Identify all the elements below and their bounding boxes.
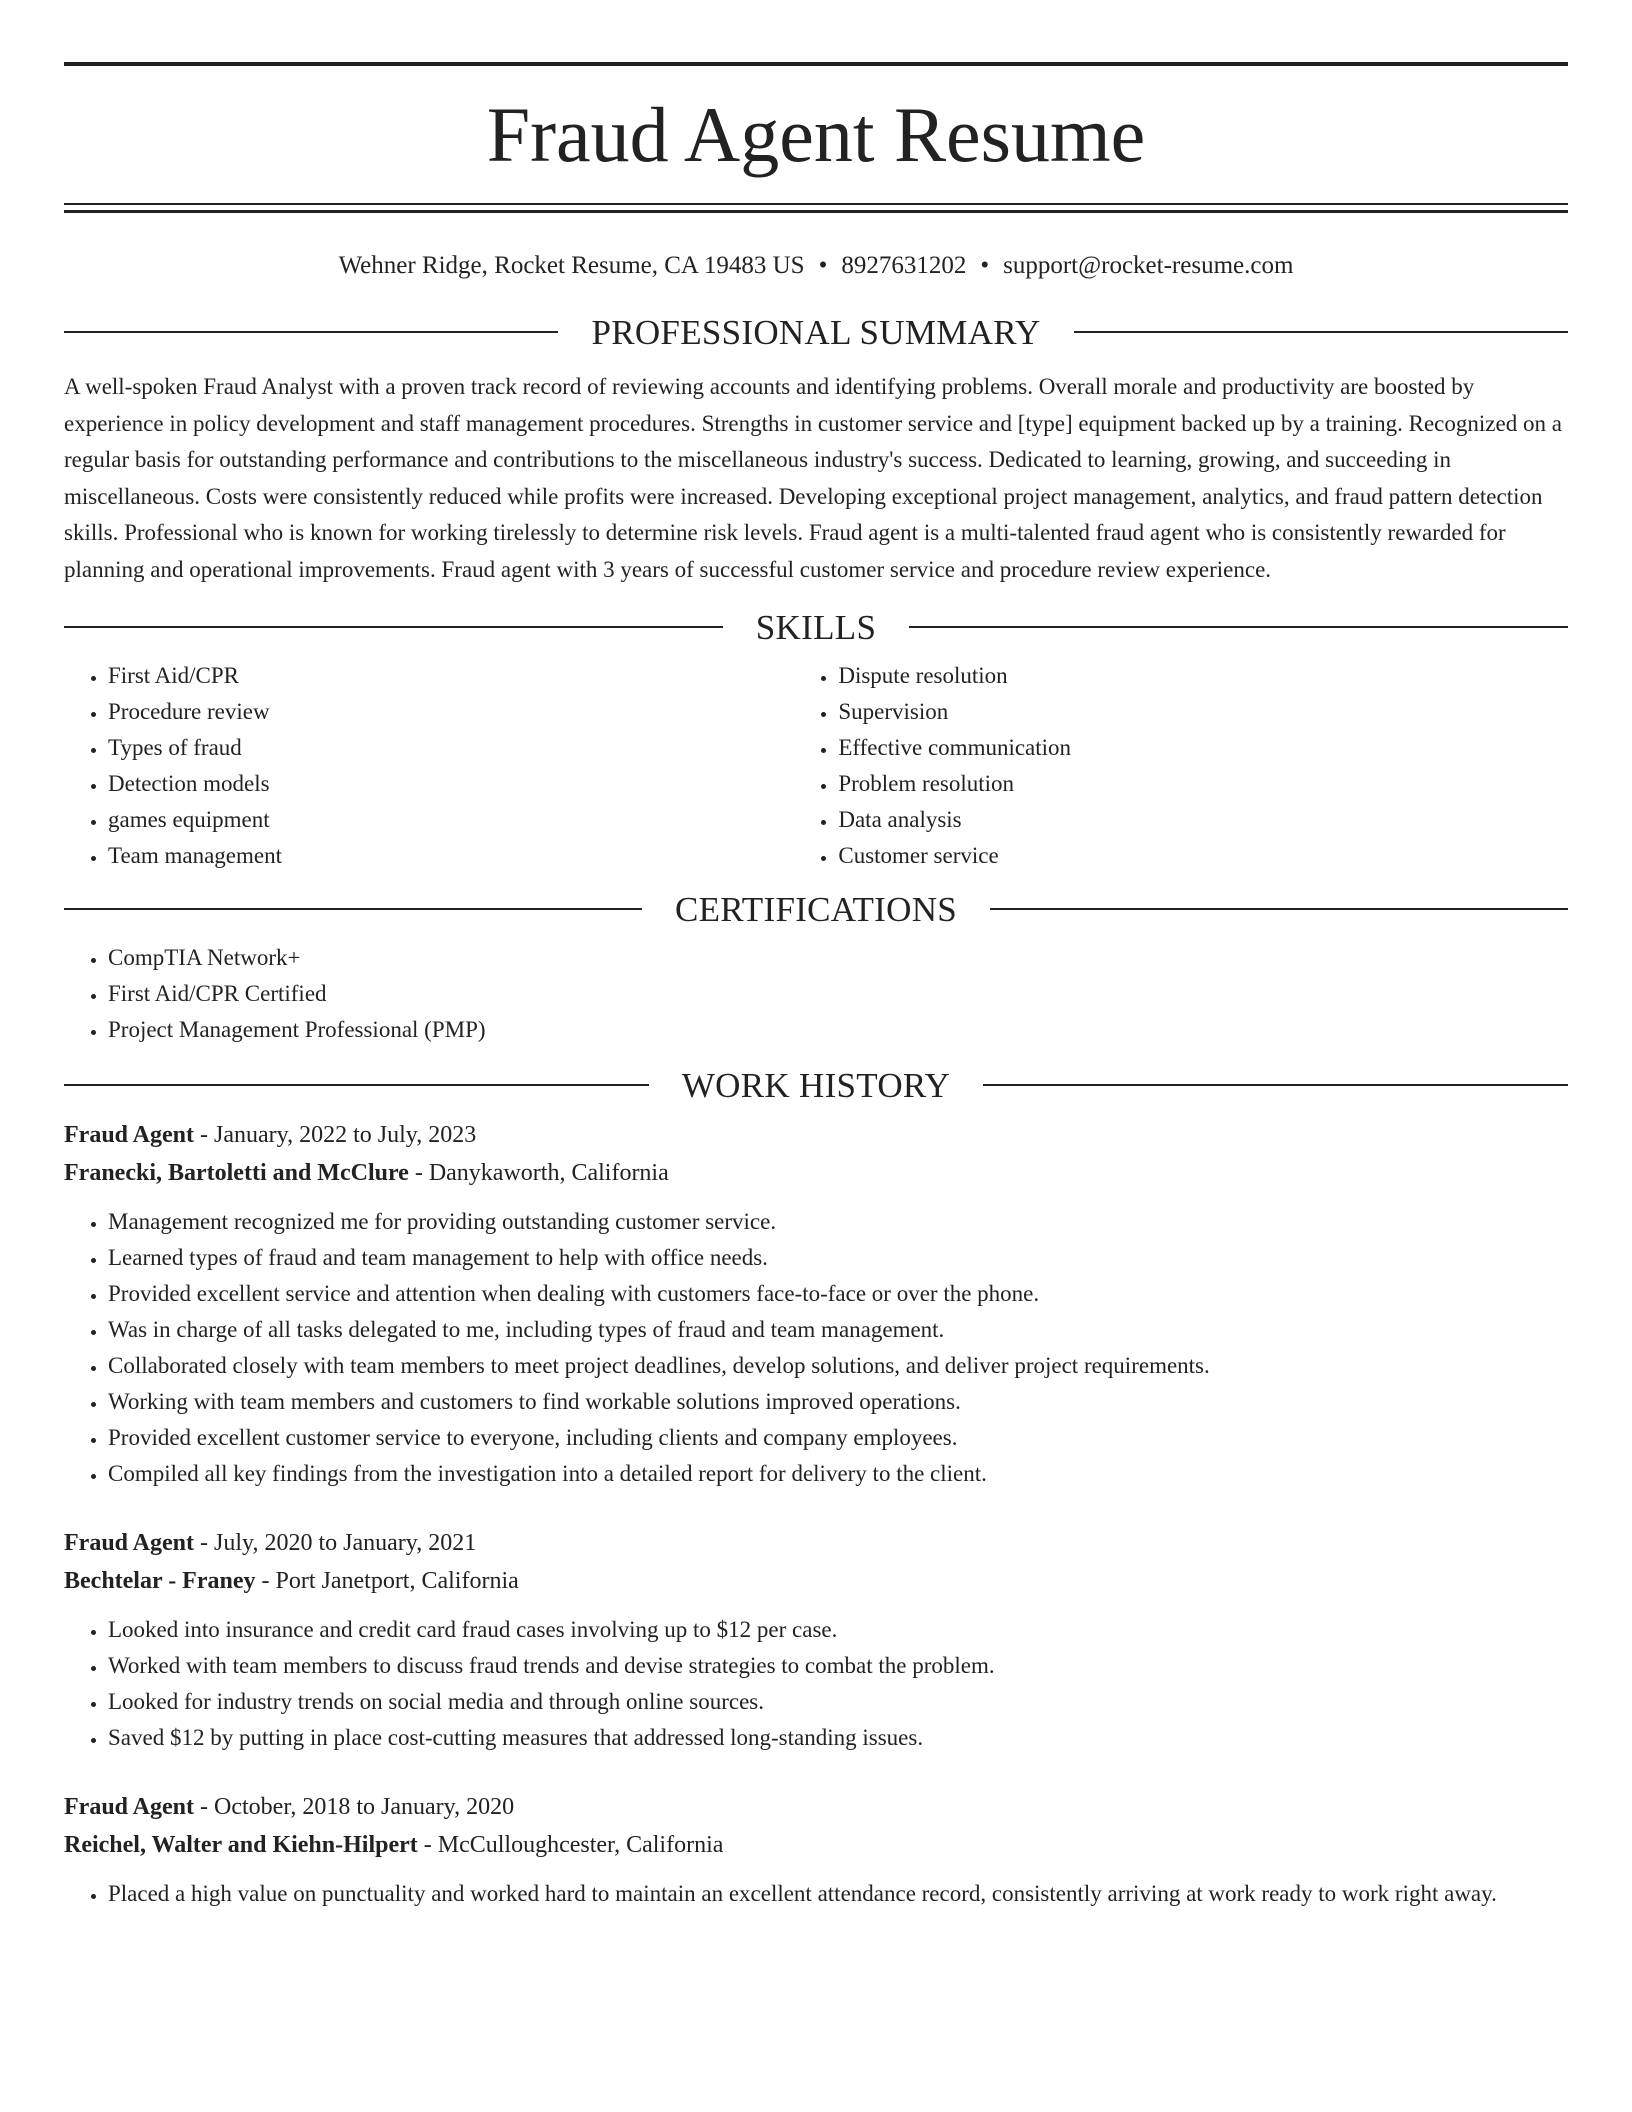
- skill-item: • Effective communication: [838, 730, 1568, 766]
- job-bullets: [64, 1204, 1568, 1492]
- job-bullet: • Worked with team members to discuss fraud trends and devise strategies to combat the problem.: [108, 1648, 1568, 1684]
- skill-item: • Team management: [108, 838, 794, 874]
- skill-item: • Procedure review: [108, 694, 794, 730]
- job-title: Fraud Agent: [64, 1530, 195, 1556]
- job-bullet: • Saved $12 by putting in place cost-cutting measures that addressed long-standing issues.: [108, 1720, 1568, 1756]
- skill-item: • Detection models: [108, 766, 794, 802]
- contact-email: support@rocket-resume.com: [1003, 252, 1294, 279]
- job-bullet: • Was in charge of all tasks delegated to me, including types of fraud and team management.: [108, 1312, 1568, 1348]
- job-bullets: [64, 1876, 1568, 1912]
- certifications-list: [64, 940, 1568, 1048]
- job-company-line: [64, 1562, 1568, 1600]
- skill-item: • Problem resolution: [838, 766, 1568, 802]
- section-heading-certifications: [64, 889, 1568, 929]
- skill-item: • Dispute resolution: [838, 658, 1568, 694]
- skill-item: • Data analysis: [838, 802, 1568, 838]
- heading-rule: [64, 626, 723, 628]
- resume-title: Fraud Agent Resume: [486, 91, 1146, 178]
- section-title: SKILLS: [755, 607, 877, 647]
- job-company: Franecki, Bartoletti and McClure: [64, 1160, 409, 1186]
- job-location: - Danykaworth, California: [408, 1160, 669, 1186]
- job-title-line: [64, 1116, 1568, 1154]
- summary-text: A well-spoken Fraud Analyst with a proven track record of reviewing accounts and identifying problems. Overall morale and productivity are boosted by experience in policy development and staff management procedures. Strengths in customer service and [type] equipment backed up by a training. Recognized on a regular basis for outstanding performance and contributions to the miscellaneous industry's success. Dedicated to learning, growing, and succeeding in miscellaneous. Costs were consistently reduced while profits were increased. Developing exceptional project management, analytics, and fraud pattern detection skills. Professional who is known for working tirelessly to determine risk levels. Fraud agent is a multi-talented fraud agent who is consistently rewarded for planning and operational improvements. Fraud agent with 3 years of successful customer service and procedure review experience.: [64, 374, 1562, 582]
- certification-item: • Project Management Professional (PMP): [108, 1012, 1568, 1048]
- job-company-line: [64, 1154, 1568, 1192]
- job-title-line: [64, 1524, 1568, 1562]
- job-title: Fraud Agent: [64, 1794, 195, 1820]
- certification-item: • First Aid/CPR Certified: [108, 976, 1568, 1012]
- contact-address: Wehner Ridge, Rocket Resume, CA 19483 US: [338, 252, 805, 279]
- job-bullet: • Looked for industry trends on social media and through online sources.: [108, 1684, 1568, 1720]
- skill-item: • Types of fraud: [108, 730, 794, 766]
- job-bullet: • Learned types of fraud and team management to help with office needs.: [108, 1240, 1568, 1276]
- job-dates: - October, 2018 to January, 2020: [194, 1794, 515, 1820]
- heading-rule: [1074, 331, 1568, 333]
- job-bullet: • Provided excellent customer service to everyone, including clients and company employees.: [108, 1420, 1568, 1456]
- section-heading-skills: [64, 607, 1568, 647]
- certification-item: • CompTIA Network+: [108, 940, 1568, 976]
- job-bullet: • Management recognized me for providing outstanding customer service.: [108, 1204, 1568, 1240]
- resume-page: [64, 0, 1568, 1912]
- job-dates: - July, 2020 to January, 2021: [194, 1530, 477, 1556]
- job-bullet: • Compiled all key findings from the investigation into a detailed report for delivery to the client.: [108, 1456, 1568, 1492]
- contact-phone: 8927631202: [841, 252, 967, 279]
- job-location: - McCulloughcester, California: [417, 1832, 724, 1858]
- skills-column-right: [794, 658, 1568, 874]
- job-dates: - January, 2022 to July, 2023: [194, 1122, 477, 1148]
- job-company: Reichel, Walter and Kiehn-Hilpert: [64, 1832, 418, 1858]
- job-title-line: [64, 1788, 1568, 1826]
- skill-item: • games equipment: [108, 802, 794, 838]
- section-title: CERTIFICATIONS: [674, 889, 958, 929]
- section-heading-work-history: [64, 1065, 1568, 1105]
- section-heading-summary: [64, 312, 1568, 352]
- job-entry: [64, 1116, 1568, 1492]
- job-entry: [64, 1788, 1568, 1912]
- heading-rule: [64, 1084, 649, 1086]
- job-location: - Port Janetport, California: [255, 1568, 519, 1594]
- job-bullets: [64, 1612, 1568, 1756]
- heading-rule: [909, 626, 1568, 628]
- section-title: WORK HISTORY: [681, 1065, 951, 1105]
- contact-line: [64, 213, 1568, 289]
- skill-item: • Supervision: [838, 694, 1568, 730]
- job-bullet: • Looked into insurance and credit card fraud cases involving up to $12 per case.: [108, 1612, 1568, 1648]
- contact-separator: •: [818, 252, 828, 279]
- skills-column-left: [64, 658, 794, 874]
- job-bullet: • Collaborated closely with team members to meet project deadlines, develop solutions, and deliver project requirements.: [108, 1348, 1568, 1384]
- job-bullet: • Placed a high value on punctuality and worked hard to maintain an excellent attendance record, consistently arriving at work ready to work right away.: [108, 1876, 1568, 1912]
- job-title: Fraud Agent: [64, 1122, 195, 1148]
- job-company-line: [64, 1826, 1568, 1864]
- skills-list: [64, 658, 1568, 874]
- skill-item: • First Aid/CPR: [108, 658, 794, 694]
- heading-rule: [990, 908, 1568, 910]
- job-bullet: • Working with team members and customers to find workable solutions improved operations.: [108, 1384, 1568, 1420]
- job-entry: [64, 1524, 1568, 1756]
- job-company: Bechtelar - Franey: [64, 1568, 256, 1594]
- section-title: PROFESSIONAL SUMMARY: [591, 312, 1041, 352]
- heading-rule: [983, 1084, 1568, 1086]
- skill-item: • Customer service: [838, 838, 1568, 874]
- job-bullet: • Provided excellent service and attention when dealing with customers face-to-face or over the phone.: [108, 1276, 1568, 1312]
- heading-rule: [64, 908, 642, 910]
- heading-rule: [64, 331, 558, 333]
- contact-separator: •: [980, 252, 990, 279]
